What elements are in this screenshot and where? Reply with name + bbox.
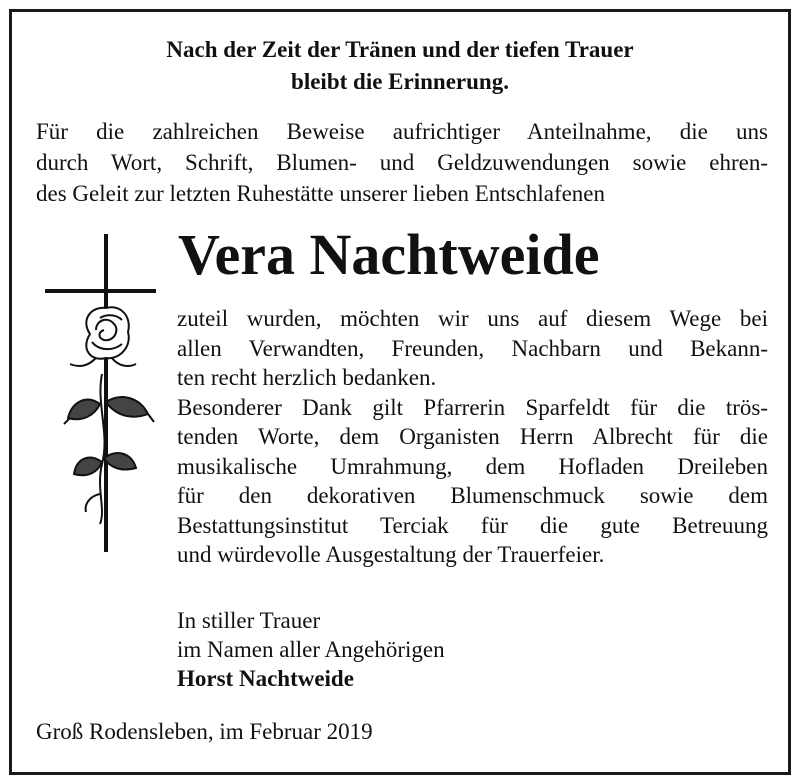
intro-line-1: Für die zahlreichen Beweise aufrichtiger Anteilnahme, die uns [36, 119, 768, 144]
place-date: Groß Rodensleben, im Februar 2019 [36, 719, 373, 744]
body-line-6: musikalische Umrahmung, dem Hofladen Dreileben [177, 453, 768, 479]
signature-block [177, 606, 445, 693]
motto-line-2: bleibt die Erinnerung. [291, 69, 509, 94]
obituary-border [9, 9, 791, 775]
body-line-3: ten recht herzlich bedanken. [177, 365, 437, 390]
intro-paragraph [36, 116, 768, 209]
signature-line-1: In stiller Trauer [177, 608, 321, 633]
body-line-8: Bestattungsinstitut Terciak für die gute Betreuung [177, 512, 768, 538]
body-line-2: allen Verwandten, Freunden, Nachbarn und Bekann- [177, 335, 768, 361]
body-line-5: tenden Worte, dem Organisten Herrn Albrecht für die [177, 424, 768, 449]
signature-name: Horst Nachtweide [177, 666, 354, 691]
motto-line-1: Nach der Zeit der Tränen und der tiefen Trauer [166, 37, 634, 62]
rose-icon [64, 307, 154, 524]
cross-icon [40, 234, 156, 554]
body-line-4: Besonderer Dank gilt Pfarrerin Sparfeldt für die trös- [177, 394, 768, 420]
motto [12, 34, 788, 98]
body-line-7: für den dekorativen Blumenschmuck sowie dem [177, 483, 768, 508]
body-line-9: und würdevolle Ausgestaltung der Trauerfeier. [177, 542, 605, 567]
deceased-name: Vera Nachtweide [178, 222, 600, 287]
body-line-1: zuteil wurden, möchten wir uns auf diesem Wege bei [177, 306, 768, 331]
intro-line-2: durch Wort, Schrift, Blumen- und Geldzuwendungen sowie ehren- [36, 150, 768, 175]
thanks-paragraph [177, 304, 768, 570]
signature-line-2: im Namen aller Angehörigen [177, 637, 445, 662]
intro-line-3: des Geleit zur letzten Ruhestätte unserer lieben Entschlafenen [36, 181, 606, 206]
